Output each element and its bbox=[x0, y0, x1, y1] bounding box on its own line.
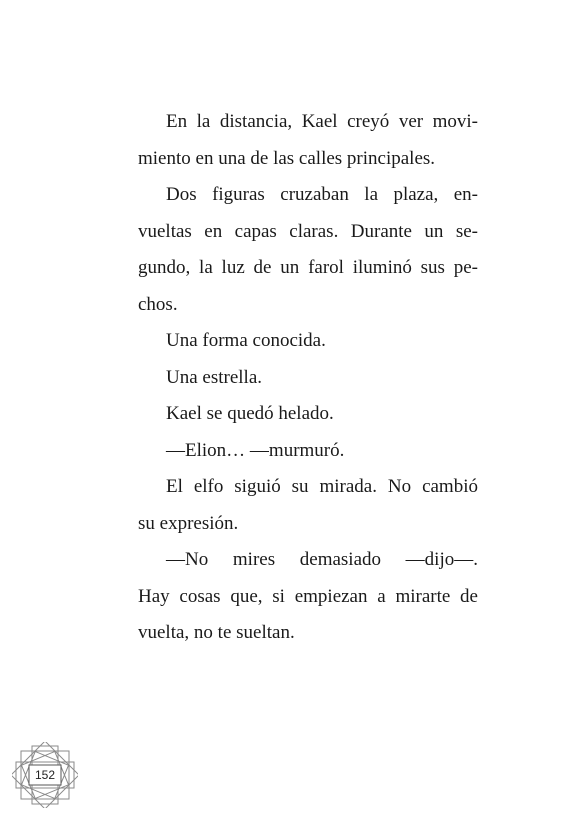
text-line: En la distancia, Kael creyó ver movi- bbox=[166, 111, 478, 132]
paragraph bbox=[138, 542, 478, 652]
text-line: Dos figuras cruzaban la plaza, en- bbox=[166, 184, 478, 205]
text-line: Kael se quedó helado. bbox=[166, 403, 334, 424]
paragraph bbox=[138, 177, 478, 323]
text-line: El elfo siguió su mirada. No cambió bbox=[166, 476, 478, 497]
text-line: Hay cosas que, si empiezan a mirarte de bbox=[138, 585, 478, 607]
page-number-ornament bbox=[12, 742, 78, 808]
text-line: —Elion… —murmuró. bbox=[166, 439, 345, 461]
paragraph bbox=[138, 104, 478, 177]
text-line: gundo, la luz de un farol iluminó sus pe- bbox=[138, 257, 478, 278]
paragraph bbox=[138, 433, 478, 470]
text-line: chos. bbox=[138, 293, 178, 315]
paragraph bbox=[138, 469, 478, 542]
paragraph bbox=[138, 396, 478, 433]
text-line: —No mires demasiado —dijo—. bbox=[166, 549, 478, 570]
text-line: Una forma conocida. bbox=[166, 330, 326, 351]
text-line: Una estrella. bbox=[166, 366, 263, 388]
body-text bbox=[138, 104, 478, 652]
page-number: 152 bbox=[34, 768, 56, 782]
text-line: miento en una de las calles principales. bbox=[138, 147, 436, 169]
paragraph bbox=[138, 360, 478, 397]
text-line: vuelta, no te sueltan. bbox=[138, 622, 295, 643]
text-line: su expresión. bbox=[138, 512, 239, 534]
paragraph bbox=[138, 323, 478, 360]
text-line: vueltas en capas claras. Durante un se- bbox=[138, 220, 478, 242]
